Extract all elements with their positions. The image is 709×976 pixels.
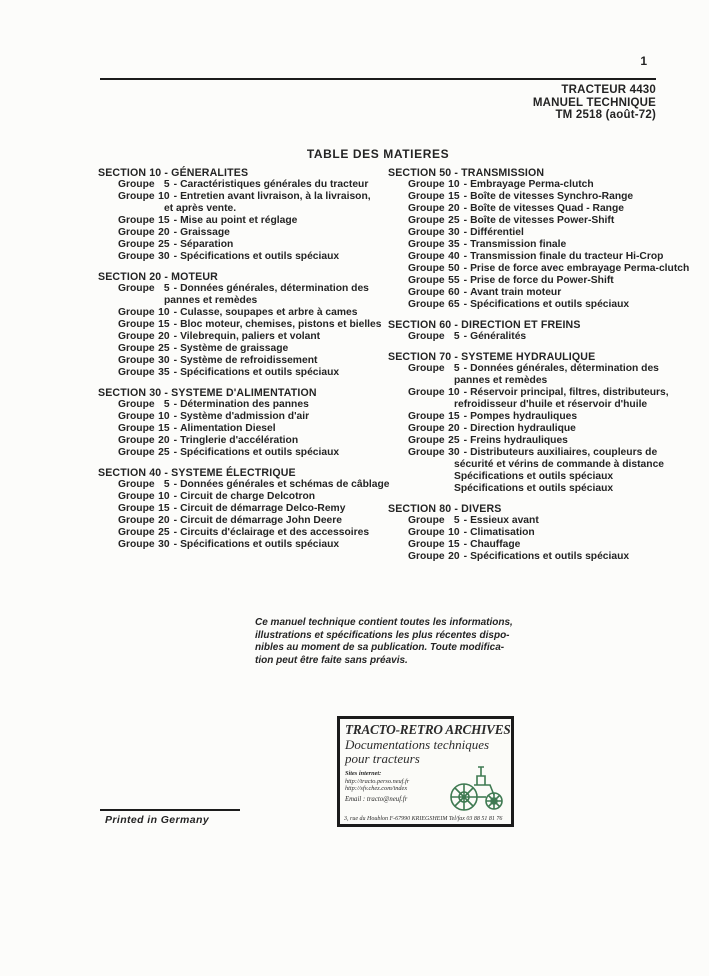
group-entry	[388, 447, 683, 459]
stamp-url: http://tracto.perso.neuf.fr	[345, 777, 410, 785]
group-word: Groupe	[408, 447, 445, 458]
group-entry	[388, 423, 683, 435]
printed-in-germany: Printed in Germany	[105, 814, 210, 826]
group-entry	[98, 367, 378, 379]
group-text: Caractéristiques générales du tracteur	[180, 179, 369, 190]
group-number: 15	[448, 411, 460, 422]
group-entry	[388, 551, 683, 563]
group-number: 10	[158, 191, 170, 202]
group-entry	[98, 215, 378, 227]
group-number: 20	[158, 331, 170, 342]
group-text: Mise au point et réglage	[180, 215, 298, 226]
group-entry	[98, 503, 378, 515]
toc-section	[388, 167, 690, 311]
group-number: 10	[448, 387, 460, 398]
group-dash: -	[173, 227, 178, 238]
group-entry	[98, 515, 378, 527]
group-text: Culasse, soupapes et arbre à cames	[180, 307, 358, 318]
group-text: Circuit de démarrage Delco-Remy	[180, 503, 346, 514]
group-entry	[98, 331, 378, 343]
group-word: Groupe	[408, 331, 445, 342]
group-word: Groupe	[408, 203, 445, 214]
group-text: Pompes hydrauliques	[470, 411, 578, 422]
group-word: Groupe	[118, 319, 155, 330]
group-text-continuation: Spécifications et outils spéciaux	[454, 483, 614, 494]
group-word: Groupe	[118, 479, 155, 490]
toc-column-right	[388, 167, 690, 571]
group-entry	[98, 491, 378, 503]
group-text: Chauffage	[470, 539, 521, 550]
tractor-icon	[444, 761, 508, 813]
group-text: Système d'admission d'air	[180, 411, 310, 422]
group-word: Groupe	[118, 411, 155, 422]
group-number: 5	[163, 479, 170, 490]
group-text: Transmission finale du tracteur Hi-Crop	[470, 251, 664, 262]
group-text: Différentiel	[470, 227, 524, 238]
group-dash: -	[463, 191, 468, 202]
section-title: SECTION 80 - DIVERS	[388, 503, 502, 515]
group-number: 20	[158, 435, 170, 446]
group-entry	[98, 411, 378, 423]
group-number: 20	[158, 227, 170, 238]
group-text: Entretien avant livraison, à la livraison,	[180, 191, 371, 202]
group-text: Prise de force du Power-Shift	[470, 275, 614, 286]
publication-notice	[255, 617, 513, 667]
group-dash: -	[463, 527, 468, 538]
header-line-tm: TM 2518 (août-72)	[555, 109, 656, 121]
group-number: 60	[448, 287, 460, 298]
group-dash: -	[463, 363, 468, 374]
group-dash: -	[463, 539, 468, 550]
group-word: Groupe	[408, 239, 445, 250]
group-text-continuation: et après vente.	[164, 203, 237, 214]
page-number: 1	[640, 54, 647, 68]
group-word: Groupe	[118, 491, 155, 502]
page-title: TABLE DES MATIERES	[306, 147, 450, 161]
group-text: Système de refroidissement	[180, 355, 318, 366]
group-entry	[98, 191, 378, 203]
toc-section	[98, 167, 378, 263]
group-word: Groupe	[408, 527, 445, 538]
group-number: 20	[448, 423, 460, 434]
group-text: Freins hydrauliques	[470, 435, 568, 446]
archive-stamp	[337, 716, 514, 827]
group-text-continuation: pannes et remèdes	[454, 375, 548, 386]
section-title: SECTION 20 - MOTEUR	[98, 271, 218, 283]
group-entry	[98, 251, 378, 263]
group-entry	[388, 387, 683, 399]
group-word: Groupe	[408, 275, 445, 286]
group-dash: -	[463, 411, 468, 422]
group-text-continuation: pannes et remèdes	[164, 295, 258, 306]
group-dash: -	[463, 263, 468, 274]
group-text: Transmission finale	[470, 239, 567, 250]
group-entry	[388, 191, 683, 203]
group-dash: -	[463, 239, 468, 250]
group-word: Groupe	[408, 251, 445, 262]
section-title: SECTION 10 - GÉNERALITES	[98, 167, 249, 179]
group-entry	[98, 423, 378, 435]
group-entry	[388, 287, 683, 299]
group-entry	[388, 203, 683, 215]
group-text: Système de graissage	[180, 343, 289, 354]
group-text: Séparation	[180, 239, 234, 250]
group-dash: -	[173, 307, 178, 318]
group-dash: -	[173, 479, 178, 490]
group-text: Spécifications et outils spéciaux	[470, 551, 630, 562]
group-entry	[388, 539, 683, 551]
group-text-continuation: sécurité et vérins de commande à distance	[454, 459, 665, 470]
group-dash: -	[173, 447, 178, 458]
section-title: SECTION 70 - SYSTEME HYDRAULIQUE	[388, 351, 596, 363]
group-number: 10	[448, 527, 460, 538]
group-number: 10	[158, 491, 170, 502]
group-entry	[388, 435, 683, 447]
group-text: Tringlerie d'accélération	[180, 435, 299, 446]
section-title: SECTION 60 - DIRECTION ET FREINS	[388, 319, 581, 331]
header-rule	[100, 78, 656, 80]
group-number: 10	[158, 411, 170, 422]
group-dash: -	[463, 447, 468, 458]
group-word: Groupe	[118, 331, 155, 342]
toc-section	[98, 271, 382, 379]
group-text: Données générales et schémas de câblage	[180, 479, 390, 490]
group-entry	[388, 215, 683, 227]
group-number: 15	[158, 215, 170, 226]
group-word: Groupe	[118, 503, 155, 514]
group-text: Vilebrequin, paliers et volant	[180, 331, 321, 342]
group-entry	[98, 527, 378, 539]
group-word: Groupe	[408, 539, 445, 550]
group-dash: -	[463, 551, 468, 562]
group-dash: -	[173, 355, 178, 366]
group-entry	[388, 331, 683, 343]
group-entry	[388, 263, 690, 275]
group-word: Groupe	[118, 283, 155, 294]
group-text: Bloc moteur, chemises, pistons et bielles	[180, 319, 382, 330]
group-word: Groupe	[408, 179, 445, 190]
group-dash: -	[173, 491, 178, 502]
stamp-web-label: Sites internet:	[345, 770, 382, 777]
group-text: Climatisation	[470, 527, 535, 538]
group-number: 5	[163, 179, 170, 190]
group-number: 25	[448, 215, 460, 226]
group-dash: -	[173, 319, 178, 330]
group-text: Spécifications et outils spéciaux	[180, 539, 340, 550]
group-dash: -	[173, 503, 178, 514]
group-word: Groupe	[408, 423, 445, 434]
notice-line: illustrations et spécifications les plus récentes dispo-	[255, 629, 510, 641]
group-text: Données générales, détermination des	[470, 363, 659, 374]
group-word: Groupe	[118, 367, 155, 378]
group-number: 20	[448, 203, 460, 214]
group-dash: -	[173, 435, 178, 446]
group-number: 50	[448, 263, 460, 274]
notice-line: nibles au moment de sa publication. Toute modifica-	[255, 642, 505, 654]
section-title: SECTION 30 - SYSTEME D'ALIMENTATION	[98, 387, 317, 399]
group-number: 5	[163, 399, 170, 410]
group-entry	[388, 299, 683, 311]
group-word: Groupe	[118, 251, 155, 262]
group-word: Groupe	[118, 399, 155, 410]
group-word: Groupe	[118, 239, 155, 250]
group-word: Groupe	[408, 263, 445, 274]
group-text: Généralités	[470, 331, 527, 342]
group-word: Groupe	[118, 355, 155, 366]
group-word: Groupe	[408, 551, 445, 562]
group-word: Groupe	[118, 227, 155, 238]
group-number: 25	[158, 343, 170, 354]
group-entry	[98, 283, 378, 295]
group-entry	[98, 319, 382, 331]
group-entry	[388, 239, 683, 251]
group-text-continuation: refroidisseur d'huile et réservoir d'huile	[454, 399, 648, 410]
document-header	[533, 84, 656, 122]
toc-section	[388, 351, 683, 495]
group-text: Spécifications et outils spéciaux	[180, 447, 340, 458]
group-word: Groupe	[118, 539, 155, 550]
group-entry	[98, 399, 378, 411]
group-number: 5	[453, 363, 460, 374]
group-number: 30	[158, 539, 170, 550]
group-text: Données générales, détermination des	[180, 283, 369, 294]
group-word: Groupe	[118, 447, 155, 458]
group-entry	[98, 435, 378, 447]
group-word: Groupe	[118, 191, 155, 202]
group-number: 65	[448, 299, 460, 310]
group-number: 15	[448, 539, 460, 550]
table-of-contents	[98, 167, 690, 571]
group-text: Spécifications et outils spéciaux	[470, 299, 630, 310]
toc-section	[388, 503, 683, 563]
group-text: Circuit de charge Delcotron	[180, 491, 316, 502]
group-text: Circuit de démarrage John Deere	[180, 515, 343, 526]
group-text: Boîte de vitesses Quad - Range	[470, 203, 624, 214]
group-number: 25	[158, 447, 170, 458]
group-dash: -	[173, 179, 178, 190]
group-entry	[388, 527, 683, 539]
group-word: Groupe	[118, 435, 155, 446]
group-dash: -	[173, 239, 178, 250]
group-text: Distributeurs auxiliaires, coupleurs de	[470, 447, 658, 458]
group-entry	[388, 275, 683, 287]
group-dash: -	[463, 423, 468, 434]
group-entry	[98, 539, 378, 551]
group-dash: -	[463, 287, 468, 298]
group-word: Groupe	[408, 287, 445, 298]
group-dash: -	[463, 215, 468, 226]
group-text: Détermination des pannes	[180, 399, 309, 410]
group-dash: -	[463, 299, 468, 310]
group-entry	[98, 227, 378, 239]
footer-rule	[100, 809, 240, 811]
group-text: Embrayage Perma-clutch	[470, 179, 594, 190]
group-word: Groupe	[408, 191, 445, 202]
group-dash: -	[173, 283, 178, 294]
group-number: 20	[448, 551, 460, 562]
group-word: Groupe	[408, 387, 445, 398]
group-text: Circuits d'éclairage et des accessoires	[180, 527, 370, 538]
group-dash: -	[463, 251, 468, 262]
group-word: Groupe	[408, 227, 445, 238]
group-number: 30	[158, 251, 170, 262]
group-word: Groupe	[118, 423, 155, 434]
group-entry	[98, 447, 378, 459]
group-dash: -	[173, 527, 178, 538]
group-number: 15	[158, 319, 170, 330]
group-number: 25	[158, 239, 170, 250]
group-number: 30	[448, 447, 460, 458]
group-number: 15	[158, 423, 170, 434]
group-number: 20	[158, 515, 170, 526]
group-text: Prise de force avec embrayage Perma-clutch	[470, 263, 690, 274]
group-text: Avant train moteur	[470, 287, 562, 298]
group-number: 10	[158, 307, 170, 318]
toc-section	[388, 319, 683, 343]
group-number: 40	[448, 251, 460, 262]
stamp-address: 3, rue du Houblon F-67990 KRIEGSHEIM Tel/fax 03 88 51 81 76	[344, 816, 503, 822]
group-dash: -	[463, 515, 468, 526]
group-word: Groupe	[118, 179, 155, 190]
group-dash: -	[173, 399, 178, 410]
group-word: Groupe	[118, 215, 155, 226]
group-text: Alimentation Diesel	[180, 423, 276, 434]
group-dash: -	[173, 191, 178, 202]
group-word: Groupe	[118, 307, 155, 318]
group-entry	[388, 363, 683, 375]
group-dash: -	[463, 227, 468, 238]
section-title: SECTION 40 - SYSTEME ÉLECTRIQUE	[98, 467, 296, 479]
group-word: Groupe	[408, 363, 445, 374]
group-dash: -	[173, 515, 178, 526]
group-text: Spécifications et outils spéciaux	[180, 367, 340, 378]
group-dash: -	[173, 251, 178, 262]
stamp-email: Email : tracto@neuf.fr	[345, 795, 408, 803]
stamp-url: http://sfv.chez.com/index	[345, 785, 408, 792]
group-text-continuation: Spécifications et outils spéciaux	[454, 471, 614, 482]
notice-line: tion peut être faite sans préavis.	[255, 654, 408, 666]
group-text: Réservoir principal, filtres, distributeurs,	[470, 387, 669, 398]
toc-section	[98, 467, 390, 551]
stamp-subtitle-line: pour tracteurs	[345, 750, 420, 766]
group-number: 5	[163, 283, 170, 294]
group-number: 30	[448, 227, 460, 238]
group-text: Essieux avant	[470, 515, 539, 526]
header-line-type: MANUEL TECHNIQUE	[532, 96, 656, 109]
group-entry	[388, 179, 683, 191]
group-word: Groupe	[408, 411, 445, 422]
group-text: Boîte de vitesses Power-Shift	[470, 215, 615, 226]
group-text: Graissage	[180, 227, 230, 238]
group-entry	[388, 515, 683, 527]
header-line-model: TRACTEUR 4430	[561, 84, 656, 96]
group-number: 5	[453, 515, 460, 526]
group-dash: -	[173, 331, 178, 342]
stamp-title: TRACTO-RETRO ARCHIVES	[345, 722, 511, 737]
group-number: 35	[158, 367, 170, 378]
group-word: Groupe	[408, 515, 445, 526]
group-entry	[388, 411, 683, 423]
group-number: 55	[448, 275, 460, 286]
group-number: 15	[448, 191, 460, 202]
group-text: Direction hydraulique	[470, 423, 576, 434]
toc-column-left	[98, 167, 390, 571]
group-dash: -	[173, 367, 178, 378]
group-number: 5	[453, 331, 460, 342]
group-entry	[98, 343, 378, 355]
group-dash: -	[463, 435, 468, 446]
group-dash: -	[173, 411, 178, 422]
group-number: 35	[448, 239, 460, 250]
group-number: 25	[158, 527, 170, 538]
group-entry	[98, 307, 378, 319]
group-dash: -	[173, 539, 178, 550]
group-word: Groupe	[118, 515, 155, 526]
group-text: Spécifications et outils spéciaux	[180, 251, 340, 262]
group-text: Boîte de vitesses Synchro-Range	[470, 191, 634, 202]
group-dash: -	[173, 423, 178, 434]
group-entry	[388, 227, 683, 239]
group-entry	[98, 355, 378, 367]
group-word: Groupe	[408, 435, 445, 446]
stamp-subtitle-line: Documentations techniques	[345, 737, 490, 752]
group-dash: -	[463, 203, 468, 214]
group-word: Groupe	[408, 215, 445, 226]
group-number: 10	[448, 179, 460, 190]
group-word: Groupe	[118, 343, 155, 354]
toc-section	[98, 387, 378, 459]
group-dash: -	[173, 343, 178, 354]
group-word: Groupe	[408, 299, 445, 310]
group-number: 15	[158, 503, 170, 514]
group-word: Groupe	[118, 527, 155, 538]
section-title: SECTION 50 - TRANSMISSION	[388, 167, 545, 179]
group-dash: -	[463, 331, 468, 342]
group-entry	[388, 251, 683, 263]
group-dash: -	[463, 387, 468, 398]
group-dash: -	[463, 179, 468, 190]
group-number: 30	[158, 355, 170, 366]
group-entry	[98, 179, 378, 191]
group-entry	[98, 479, 390, 491]
group-entry	[98, 239, 378, 251]
group-dash: -	[173, 215, 178, 226]
notice-line: Ce manuel technique contient toutes les informations,	[255, 617, 513, 628]
group-number: 25	[448, 435, 460, 446]
group-dash: -	[463, 275, 468, 286]
